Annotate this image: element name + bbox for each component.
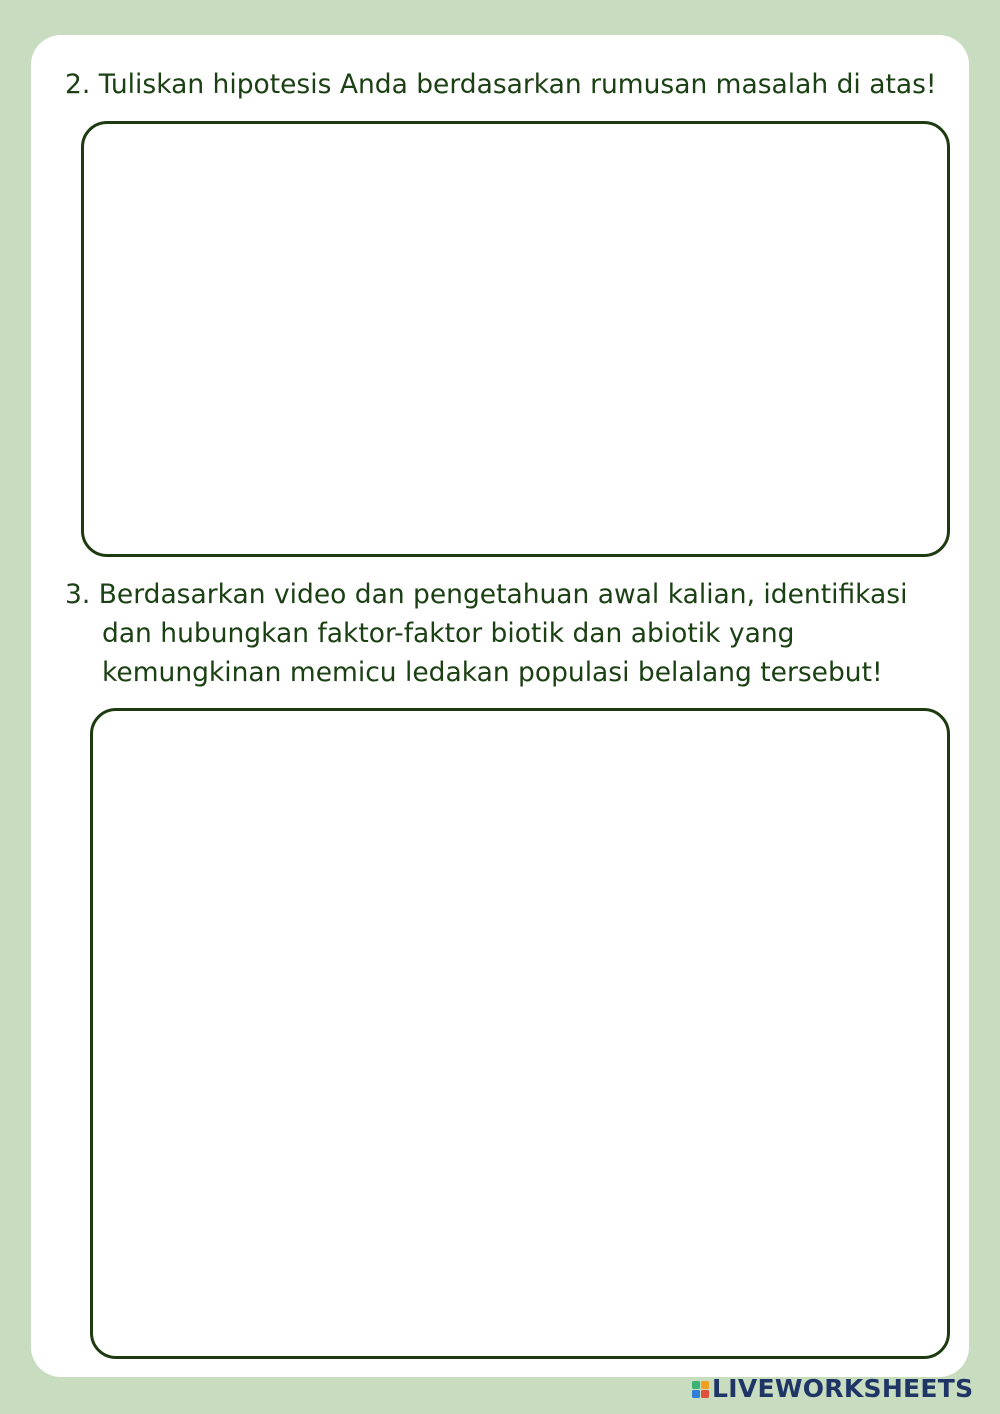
question-3-line-3: kemungkinan memicu ledakan populasi belalang tersebut! — [102, 657, 883, 688]
question-2-text: 2. Tuliskan hipotesis Anda berdasarkan rumusan masalah di atas! — [65, 69, 937, 100]
logo-square-4 — [701, 1390, 709, 1398]
liveworksheets-logo — [692, 1374, 973, 1404]
question-3-text — [65, 575, 907, 692]
logo-square-1 — [692, 1381, 700, 1389]
question-3-answer-box[interactable] — [90, 708, 950, 1359]
logo-square-2 — [701, 1381, 709, 1389]
question-3-line-1: 3. Berdasarkan video dan pengetahuan awal kalian, identifikasi — [65, 579, 908, 610]
logo-square-3 — [692, 1390, 700, 1398]
question-2-answer-box[interactable] — [81, 121, 950, 557]
question-3-line-2: dan hubungkan faktor-faktor biotik dan abiotik yang — [102, 618, 795, 649]
worksheet-page — [31, 35, 969, 1377]
logo-text: LIVEWORKSHEETS — [712, 1374, 974, 1403]
liveworksheets-logo-icon — [692, 1381, 709, 1398]
